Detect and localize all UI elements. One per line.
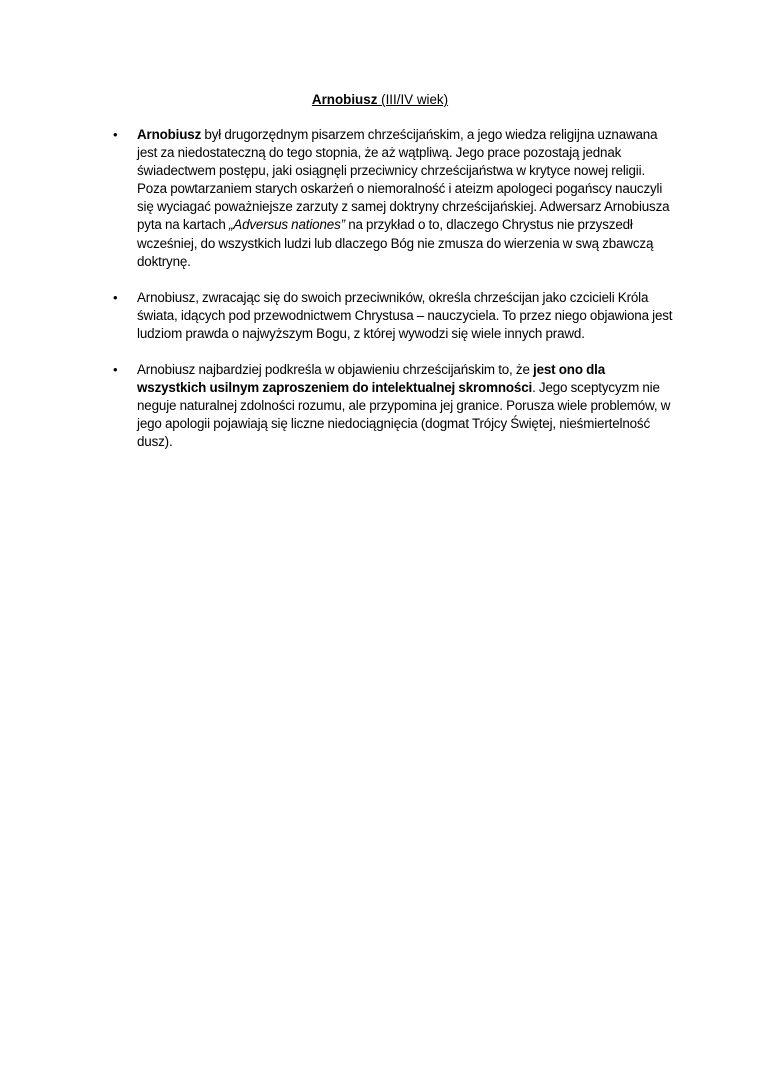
- item-bold-emphasis: jest ono dla wszystkich usilnym zaproszeniem do intelektualnej skromności: [137, 362, 606, 396]
- page-title: [0, 91, 760, 109]
- bullet-icon: •: [113, 127, 118, 142]
- item-bold-lead: Arnobiusz: [137, 127, 202, 142]
- item-text-tail: na przykład o to, dlaczego Chrystus nie przyszedł wcześniej, do wszystkich ludzi lub dlaczego Bóg nie zmusza do wierzenia w swą zbawczą doktrynę.: [137, 217, 654, 269]
- list-item: [113, 126, 673, 271]
- bullet-icon: •: [113, 289, 118, 305]
- item-text: Arnobiusz, zwracając się do swoich przeciwników, określa chrześcijan jako czcicieli Króla świata, idących pod przewodnictwem Chrystusa – nauczyciela. To przez niego objawiona jest ludziom prawda o najwyższym Bogu, z której wywodzi się wiele innych prawd.: [137, 289, 673, 341]
- list-item: [113, 361, 673, 451]
- item-text: był drugorzędnym pisarzem chrześcijańskim, a jego wiedza religijna uznawana jest za niedostateczną do tego stopnia, że aż wątpliwą. Jego prace pozostają jednak świadectwem postępu, jaki osiągnęli przeciwnicy chrześcijaństwa w krytyce nowej religii. Poza powtarzaniem starych oskarżeń o niemoralność i ateizm apologeci pogańscy nauczyli się wyciagać poważniejsze zarzuty z samej doktryny chrześcijańskiej. Adwersarz Arnobiusza pyta na kartach: [137, 127, 670, 233]
- item-text: Arnobiusz najbardziej podkreśla w objawieniu chrześcijańskim to, że: [137, 362, 534, 378]
- item-italic-title: „Adversus nationes”: [228, 217, 345, 233]
- list-item: [113, 289, 673, 343]
- bullet-list: [113, 126, 673, 452]
- title-period: (III/IV wiek): [377, 92, 449, 107]
- item-text-tail: . Jego sceptycyzm nie neguje naturalnej zdolności rozumu, ale przypomina jej granice. Porusza wiele problemów, w jego apologii pojawiają się liczne niedociągnięcia (dogmat Trójcy Świętej, nieśmiertelność dusz).: [137, 380, 671, 450]
- bullet-icon: •: [113, 362, 118, 378]
- title-name: Arnobiusz: [311, 92, 378, 107]
